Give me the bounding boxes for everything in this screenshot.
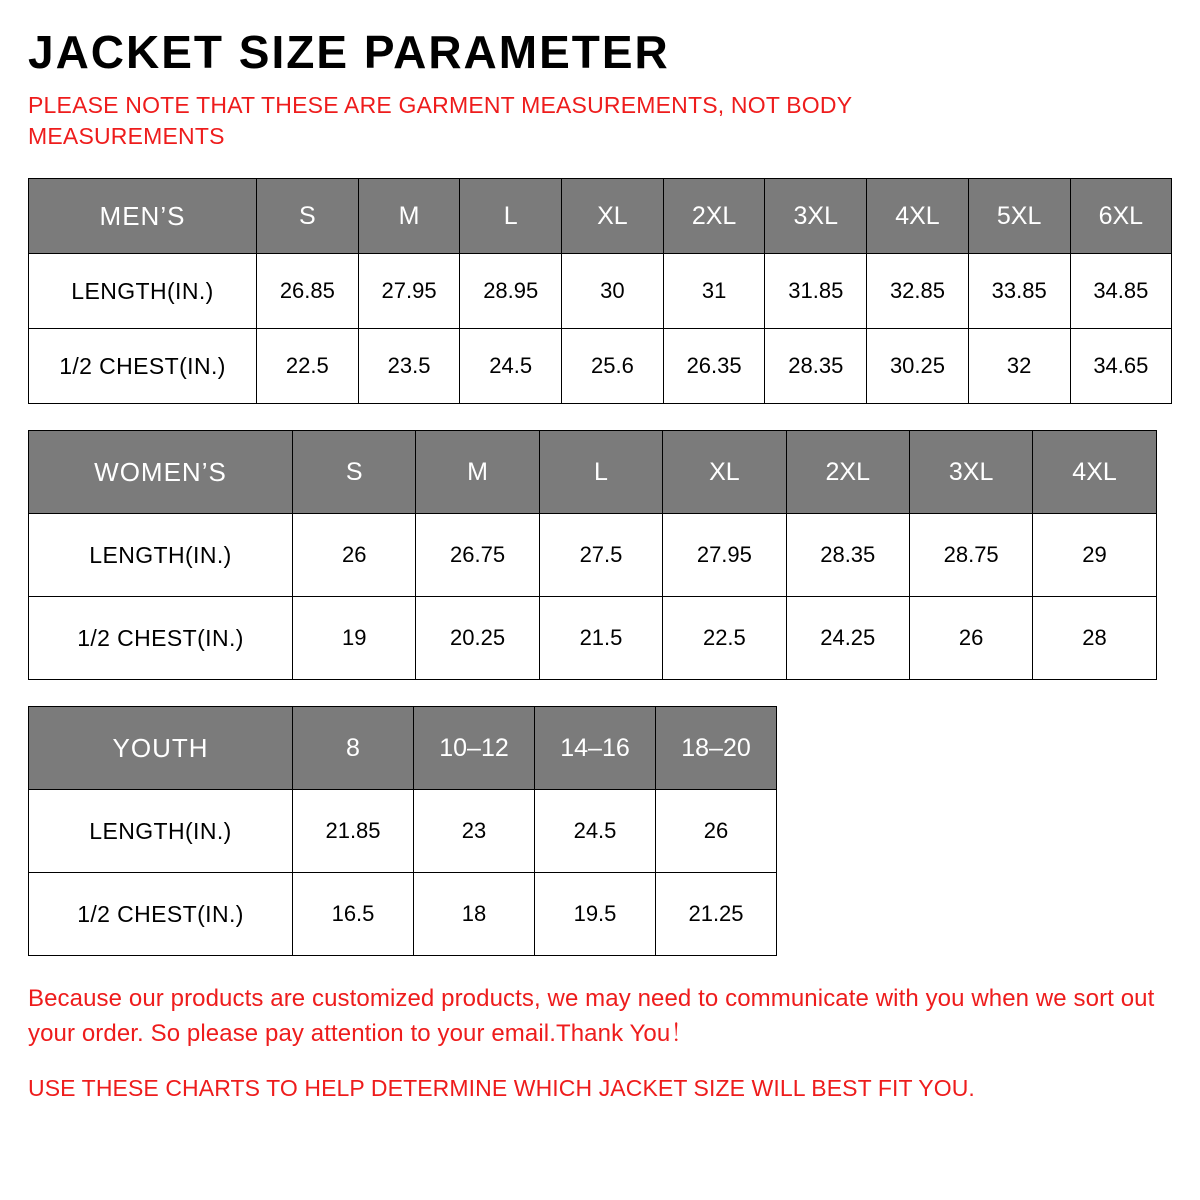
table-header-cell: 3XL [765, 179, 867, 254]
row-label: 1/2 CHEST(IN.) [29, 329, 257, 404]
row-label: LENGTH(IN.) [29, 514, 293, 597]
table-header-cell: M [358, 179, 460, 254]
table-header-cell: 3XL [909, 431, 1032, 514]
table-header-cell: 14–16 [535, 707, 656, 790]
table-header-row [29, 431, 1157, 514]
table-cell: 30.25 [867, 329, 969, 404]
table-cell: 26 [293, 514, 416, 597]
table-cell: 28.75 [909, 514, 1032, 597]
garment-measurement-note: PLEASE NOTE THAT THESE ARE GARMENT MEASUREMENTS, NOT BODY MEASUREMENTS [28, 92, 852, 150]
table-row [29, 329, 1172, 404]
table-cell: 32 [968, 329, 1070, 404]
table-header-cell: 2XL [663, 179, 765, 254]
table-cell: 32.85 [867, 254, 969, 329]
table-header-cell: XL [562, 179, 664, 254]
table-row [29, 254, 1172, 329]
table-header-row [29, 707, 777, 790]
table-cell: 24.5 [535, 790, 656, 873]
table-header-cell: 2XL [786, 431, 909, 514]
table-header-cell: MEN’S [29, 179, 257, 254]
table-cell: 26.35 [663, 329, 765, 404]
table-header-cell: YOUTH [29, 707, 293, 790]
table-cell: 19.5 [535, 873, 656, 956]
table-row [29, 597, 1157, 680]
table-header-cell: L [460, 179, 562, 254]
customization-note: Because our products are customized products, we may need to communicate with you when we sort out your order. So please pay attention to your email.Thank You！ [28, 985, 1155, 1048]
table-cell: 28 [1033, 597, 1156, 680]
row-label: 1/2 CHEST(IN.) [29, 597, 293, 680]
table-cell: 30 [562, 254, 664, 329]
table-cell: 31 [663, 254, 765, 329]
row-label: LENGTH(IN.) [29, 790, 293, 873]
table-cell: 33.85 [968, 254, 1070, 329]
table-cell: 22.5 [663, 597, 786, 680]
table-header-cell: 4XL [1033, 431, 1156, 514]
table-row [29, 790, 777, 873]
table-row [29, 873, 777, 956]
table-cell: 27.95 [663, 514, 786, 597]
table-cell: 26.85 [257, 254, 359, 329]
table-header-cell: 5XL [968, 179, 1070, 254]
table-cell: 28.35 [786, 514, 909, 597]
chart-usage-note: USE THESE CHARTS TO HELP DETERMINE WHICH JACKET SIZE WILL BEST FIT YOU. [28, 1074, 975, 1101]
table-header-cell: 4XL [867, 179, 969, 254]
table-header-cell: 8 [293, 707, 414, 790]
table-header-cell: WOMEN’S [29, 431, 293, 514]
table-cell: 24.5 [460, 329, 562, 404]
table-header-cell: XL [663, 431, 786, 514]
row-label: LENGTH(IN.) [29, 254, 257, 329]
table-cell: 25.6 [562, 329, 664, 404]
table-cell: 29 [1033, 514, 1156, 597]
table-header-row [29, 179, 1172, 254]
table-cell: 16.5 [293, 873, 414, 956]
footer-notes [28, 982, 1172, 1105]
table-cell: 27.5 [539, 514, 662, 597]
table-cell: 28.35 [765, 329, 867, 404]
table-row [29, 514, 1157, 597]
table-cell: 24.25 [786, 597, 909, 680]
row-label: 1/2 CHEST(IN.) [29, 873, 293, 956]
table-cell: 28.95 [460, 254, 562, 329]
table-cell: 19 [293, 597, 416, 680]
table-cell: 26.75 [416, 514, 539, 597]
table-cell: 23 [414, 790, 535, 873]
table-cell: 21.5 [539, 597, 662, 680]
table-header-cell: S [293, 431, 416, 514]
table-cell: 23.5 [358, 329, 460, 404]
table-cell: 34.85 [1070, 254, 1172, 329]
mens-size-table [28, 178, 1172, 404]
table-cell: 21.25 [656, 873, 777, 956]
table-header-cell: 6XL [1070, 179, 1172, 254]
table-header-cell: L [539, 431, 662, 514]
page-title: JACKET SIZE PARAMETER [28, 26, 670, 78]
table-cell: 34.65 [1070, 329, 1172, 404]
table-cell: 22.5 [257, 329, 359, 404]
table-header-cell: S [257, 179, 359, 254]
table-cell: 26 [909, 597, 1032, 680]
table-cell: 27.95 [358, 254, 460, 329]
table-cell: 21.85 [293, 790, 414, 873]
table-cell: 20.25 [416, 597, 539, 680]
table-header-cell: 18–20 [656, 707, 777, 790]
table-cell: 18 [414, 873, 535, 956]
table-header-cell: 10–12 [414, 707, 535, 790]
table-cell: 26 [656, 790, 777, 873]
youth-size-table [28, 706, 777, 956]
womens-size-table [28, 430, 1157, 680]
table-header-cell: M [416, 431, 539, 514]
table-cell: 31.85 [765, 254, 867, 329]
